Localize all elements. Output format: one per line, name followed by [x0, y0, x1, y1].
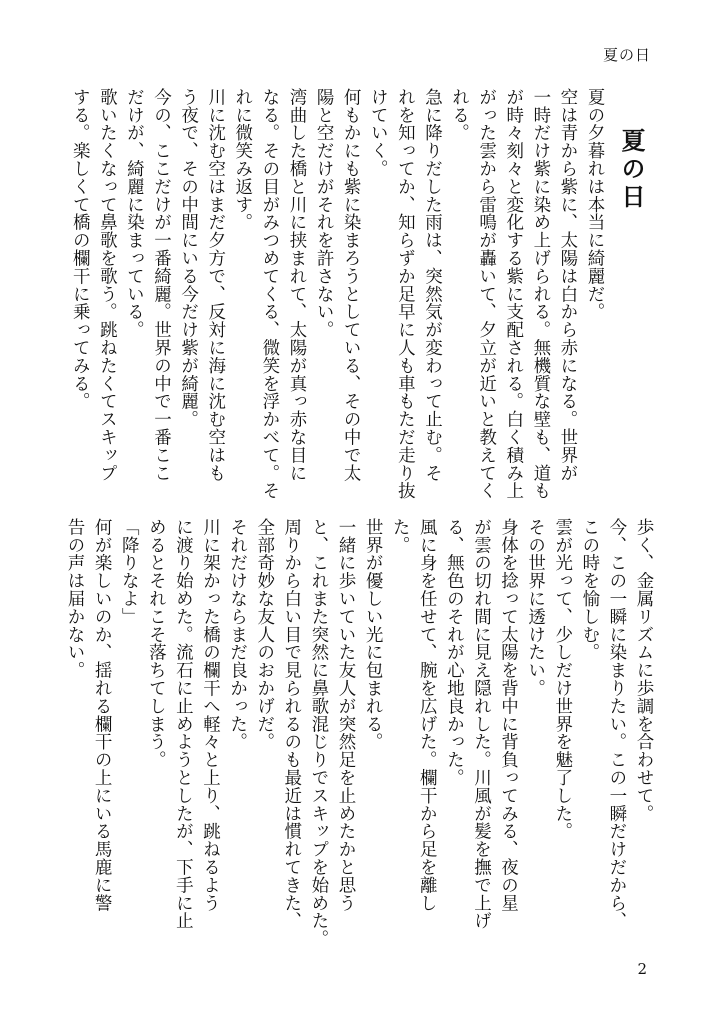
text-line: た。: [390, 518, 411, 554]
text-line: 湾曲した橋と川に挟まれて、太陽が真っ赤な目に: [286, 88, 307, 482]
text-line: 何が楽しいのか、揺れる欄干の上にいる馬鹿に警: [92, 518, 113, 912]
text-line: けていく。: [368, 88, 389, 178]
text-line: 何もかにも紫に染まろうとしている、その中で太: [341, 88, 362, 482]
text-block-lower: [65, 518, 657, 948]
text-line: 身体を捻って太陽を背中に背負ってみる、夜の星: [498, 518, 519, 912]
text-line: 急に降りだした雨は、突然気が変わって止む。そ: [422, 88, 443, 482]
text-line: れに微笑み返す。: [232, 88, 253, 232]
text-line: う夜で、その中間にいる今だけ紫が綺麗。: [178, 88, 199, 429]
text-line: 世界が優しい光に包まれる。: [363, 518, 384, 751]
text-line: 全部奇妙な友人のおかげだ。: [254, 518, 275, 751]
text-line: 歌いたくなって鼻歌を歌う。跳ねたくてスキップ: [97, 88, 118, 482]
text-line: 告の声は届かない。: [65, 518, 86, 680]
text-line: 夏の夕暮れは本当に綺麗だ。: [585, 88, 605, 321]
text-line: に渡り始めた。流石に止めようとしたが、下手に止: [173, 518, 194, 930]
text-line: が時々刻々と変化する紫に支配される。白く積み上: [503, 88, 524, 500]
text-line: だけが、綺麗に染まっている。: [124, 88, 145, 339]
text-line: なる。その目がみつめてくる、微笑を浮かべて。そ: [259, 88, 280, 500]
page-number: 2: [637, 960, 647, 978]
text-line: 風に身を任せて、腕を広げた。欄干から足を離し: [417, 518, 438, 912]
text-block-upper: [70, 88, 608, 500]
text-line: が雲の切れ間に見え隠れした。川風が髪を撫で上げ: [471, 518, 492, 930]
text-line: がった雲から雷鳴が轟いて、夕立が近いと教えてく: [476, 88, 497, 500]
text-line: 「降りなよ」: [119, 518, 140, 626]
text-line: それだけならまだ良かった。: [227, 518, 248, 751]
text-line: 川に沈む空はまだ夕方で、反対に海に沈む空はも: [205, 88, 226, 482]
text-line: 今の、ここだけが一番綺麗。世界の中で一番ここ: [151, 88, 172, 482]
text-line: れる。: [449, 88, 470, 142]
text-line: 雲が光って、少しだけ世界を魅了した。: [552, 518, 573, 841]
text-line: 陽と空だけがそれを許さない。: [314, 88, 335, 339]
text-line: 川に架かった橋の欄干へ軽々と上り、跳ねるよう: [200, 518, 221, 912]
text-line: めるとそれこそ落ちてしまう。: [146, 518, 167, 769]
text-line: 一時だけ紫に染め上げられる。無機質な壁も、道も: [530, 88, 551, 500]
text-line: る、無色のそれが心地良かった。: [444, 518, 465, 787]
story-title: 夏の日: [617, 128, 646, 212]
text-line: 歩く、金属リズムに歩調を合わせて。: [634, 518, 654, 823]
text-line: 一緒に歩いていた友人が突然足を止めたかと思う: [335, 518, 356, 912]
text-line: する。楽しくて橋の欄干に乗ってみる。: [70, 88, 91, 411]
running-header: 夏の日: [602, 46, 651, 64]
text-line: この時を愉しむ。: [579, 518, 600, 662]
text-line: と、これまた突然に鼻歌混じりでスキップを始めた。: [308, 518, 329, 948]
text-line: 空は青から紫に、太陽は白から赤になる。世界が: [557, 88, 578, 482]
text-line: 今、この一瞬に染まりたい。この一瞬だけだから、: [606, 518, 627, 930]
text-line: れを知ってか、知らずか足早に人も車もただ走り抜: [395, 88, 416, 500]
text-line: 周りから白い目で見られるのも最近は慣れてきた、: [281, 518, 302, 930]
text-line: その世界に透けたい。: [525, 518, 546, 697]
